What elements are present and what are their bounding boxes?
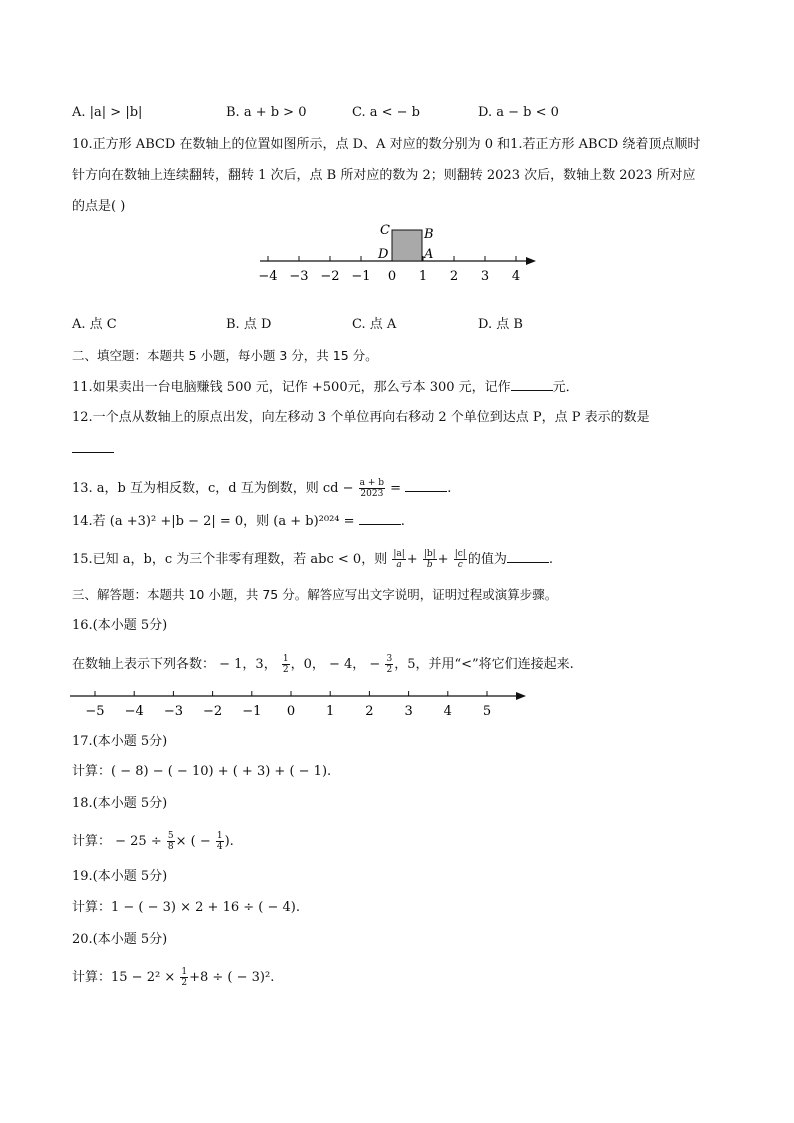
- q10-number-line-tick-label: −3: [289, 269, 309, 284]
- vertex-a-label: A: [424, 247, 434, 262]
- q14: 14.若 (a +3)² +|b − 2| = 0，则 (a + b)²⁰²⁴ = .: [72, 514, 405, 529]
- q16-number-line-tick-label: −4: [124, 704, 144, 719]
- q20-text-end: +8 ÷ ( − 3)².: [189, 970, 275, 985]
- q16-fraction-three-halves: $\frac{3}{2}$: [386, 654, 393, 675]
- q11: [72, 378, 579, 397]
- vertex-d-label: D: [378, 247, 389, 262]
- q10-option-b: B. 点 D: [226, 317, 272, 332]
- section-3-heading: 三、解答题：本题共 10 小题，共 75 分。解答应写出文字说明，证明过程或演算步骤。: [72, 587, 558, 602]
- q16-text: 在数轴上表示下列各数： − 1，3，: [72, 657, 277, 672]
- q12: [72, 440, 114, 459]
- q16-number-line-tick-label: 3: [404, 704, 413, 719]
- q16-number-line-tick-label: 1: [326, 704, 335, 719]
- q12-answer-blank[interactable]: [72, 440, 114, 453]
- q16: [72, 654, 574, 675]
- q15-answer-blank[interactable]: [507, 550, 549, 563]
- q15-text-end: 的值为: [467, 552, 507, 567]
- q9-option-d: D. a − b < 0: [478, 105, 559, 120]
- q10-number-line-tick-label: −4: [258, 269, 278, 284]
- q15-text: 15.已知 a，b，c 为三个非零有理数，若 abc < 0，则: [72, 552, 388, 567]
- q18-text: 计算： − 25 ÷: [72, 834, 162, 849]
- q18-fraction-five-eighths: $\frac{5}{8}$: [167, 831, 174, 852]
- q9-option-b: B. a + b > 0: [226, 105, 307, 120]
- q16-number-line-tick-label: 4: [443, 704, 452, 719]
- q16-text-end: ，5，并用“<”将它们连接起来.: [394, 657, 574, 672]
- vertex-c-label: C: [380, 223, 390, 238]
- q10-line-1: 10.正方形 ABCD 在数轴上的位置如图所示，点 D、A 对应的数分别为 0 和1.若正方形 ABCD 绕着顶点顺时: [72, 137, 701, 152]
- q16-heading: 16.(本小题 5分): [72, 618, 168, 633]
- q10-line-2: 针方向在数轴上连续翻转，翻转 1 次后，点 B 所对应的数为 2；则翻转 2023 次后，数轴上数 2023 所对应: [72, 168, 696, 183]
- q12-text: 12.一个点从数轴上的原点出发，向左移动 3 个单位再向右移动 2 个单位到达点 P，点 P 表示的数是: [72, 410, 650, 425]
- q20-fraction-half: $\frac{1}{2}$: [181, 967, 188, 988]
- q10-line-3: 的点是( ): [72, 199, 126, 214]
- q19-body: 计算：1 − ( − 3) × 2 + 16 ÷ ( − 4).: [72, 900, 300, 915]
- q13-fraction: $\frac{a + b}{2023}$: [359, 478, 385, 499]
- q10-number-line-figure: [250, 220, 550, 290]
- q15-fraction-a: $\frac{|a|}{a}$: [393, 549, 405, 570]
- q9-option-c: C. a < − b: [352, 105, 421, 120]
- q14-answer-blank[interactable]: [359, 512, 401, 525]
- q16-number-line-tick-label: −2: [203, 704, 223, 719]
- q11-unit: 元．: [552, 380, 579, 395]
- q20-text: 计算：15 − 2² ×: [72, 970, 176, 985]
- q16-number-line-tick-label: 2: [365, 704, 374, 719]
- q16-number-line-tick-label: 5: [482, 704, 492, 719]
- q18-fraction-quarter: $\frac{1}{4}$: [216, 831, 223, 852]
- q10-number-line-tick-label: −1: [351, 269, 371, 284]
- q15-plus-2: +: [437, 552, 449, 567]
- q13-text: 13. a，b 互为相反数，c，d 互为倒数，则 cd −: [72, 481, 354, 496]
- q18-heading: 18.(本小题 5分): [72, 796, 168, 811]
- q13-equals: =: [386, 481, 406, 496]
- q17-body: 计算：( − 8) − ( − 10) + ( + 3) + ( − 1).: [72, 764, 332, 779]
- q10-number-line-tick-label: 1: [418, 269, 428, 284]
- q15-fraction-c: $\frac{|c|}{c}$: [454, 549, 466, 570]
- q11-text: 11.如果卖出一台电脑赚钱 500 元，记作 +500元，那么亏本 300 元，记作: [72, 380, 511, 395]
- q13-answer-blank[interactable]: [405, 479, 447, 492]
- q16-number-line: [66, 686, 536, 722]
- q16-number-line-tick-label: −5: [85, 704, 105, 719]
- q15-fraction-b: $\frac{|b|}{b}$: [423, 549, 436, 570]
- q16-text-mid: ，0， − 4， −: [290, 657, 381, 672]
- q10-option-d: D. 点 B: [478, 317, 523, 332]
- q10-number-line-tick-label: 2: [449, 269, 459, 284]
- q18-text-end: ).: [224, 834, 234, 849]
- q14-text: 14.若 (a +3)² +|b − 2| = 0，则 (a + b)²⁰²⁴ =: [72, 514, 359, 529]
- q9-option-a: A. |a| > |b|: [72, 105, 143, 120]
- vertex-b-label: B: [424, 227, 434, 242]
- q17-heading: 17.(本小题 5分): [72, 734, 168, 749]
- q10-number-line-tick-label: 4: [511, 269, 521, 284]
- q18-text-mid: × ( −: [175, 834, 211, 849]
- q10-option-c: C. 点 A: [352, 317, 397, 332]
- q10-option-a: A. 点 C: [72, 317, 117, 332]
- q10-number-line-tick-label: −2: [320, 269, 340, 284]
- q16-fraction-half: $\frac{1}{2}$: [282, 654, 289, 675]
- q19-heading: 19.(本小题 5分): [72, 869, 168, 884]
- q20: [72, 967, 274, 988]
- q10-number-line-tick-label: 3: [480, 269, 490, 284]
- section-2-heading: 二、填空题：本题共 5 小题，每小题 3 分，共 15 分。: [72, 348, 378, 363]
- q16-number-line-tick-label: −3: [163, 704, 183, 719]
- q20-heading: 20.(本小题 5分): [72, 932, 168, 947]
- q15: 15.已知 a，b，c 为三个非零有理数，若 abc < 0，则 $\frac{|a|}{a}$ + $\frac{|b|}{b}$ + $\frac{|c|}{c}$ 的值为 .: [72, 549, 553, 570]
- q10-number-line-tick-label: 0: [387, 269, 397, 284]
- q11-answer-blank[interactable]: [511, 378, 553, 391]
- q16-number-line-tick-label: 0: [286, 704, 296, 719]
- q16-number-line-tick-label: −1: [242, 704, 262, 719]
- q18: [72, 831, 234, 852]
- q13: 13. a，b 互为相反数，c，d 互为倒数，则 cd − $\frac{a + b}{2023}$ = .: [72, 478, 452, 499]
- q15-plus-1: +: [406, 552, 418, 567]
